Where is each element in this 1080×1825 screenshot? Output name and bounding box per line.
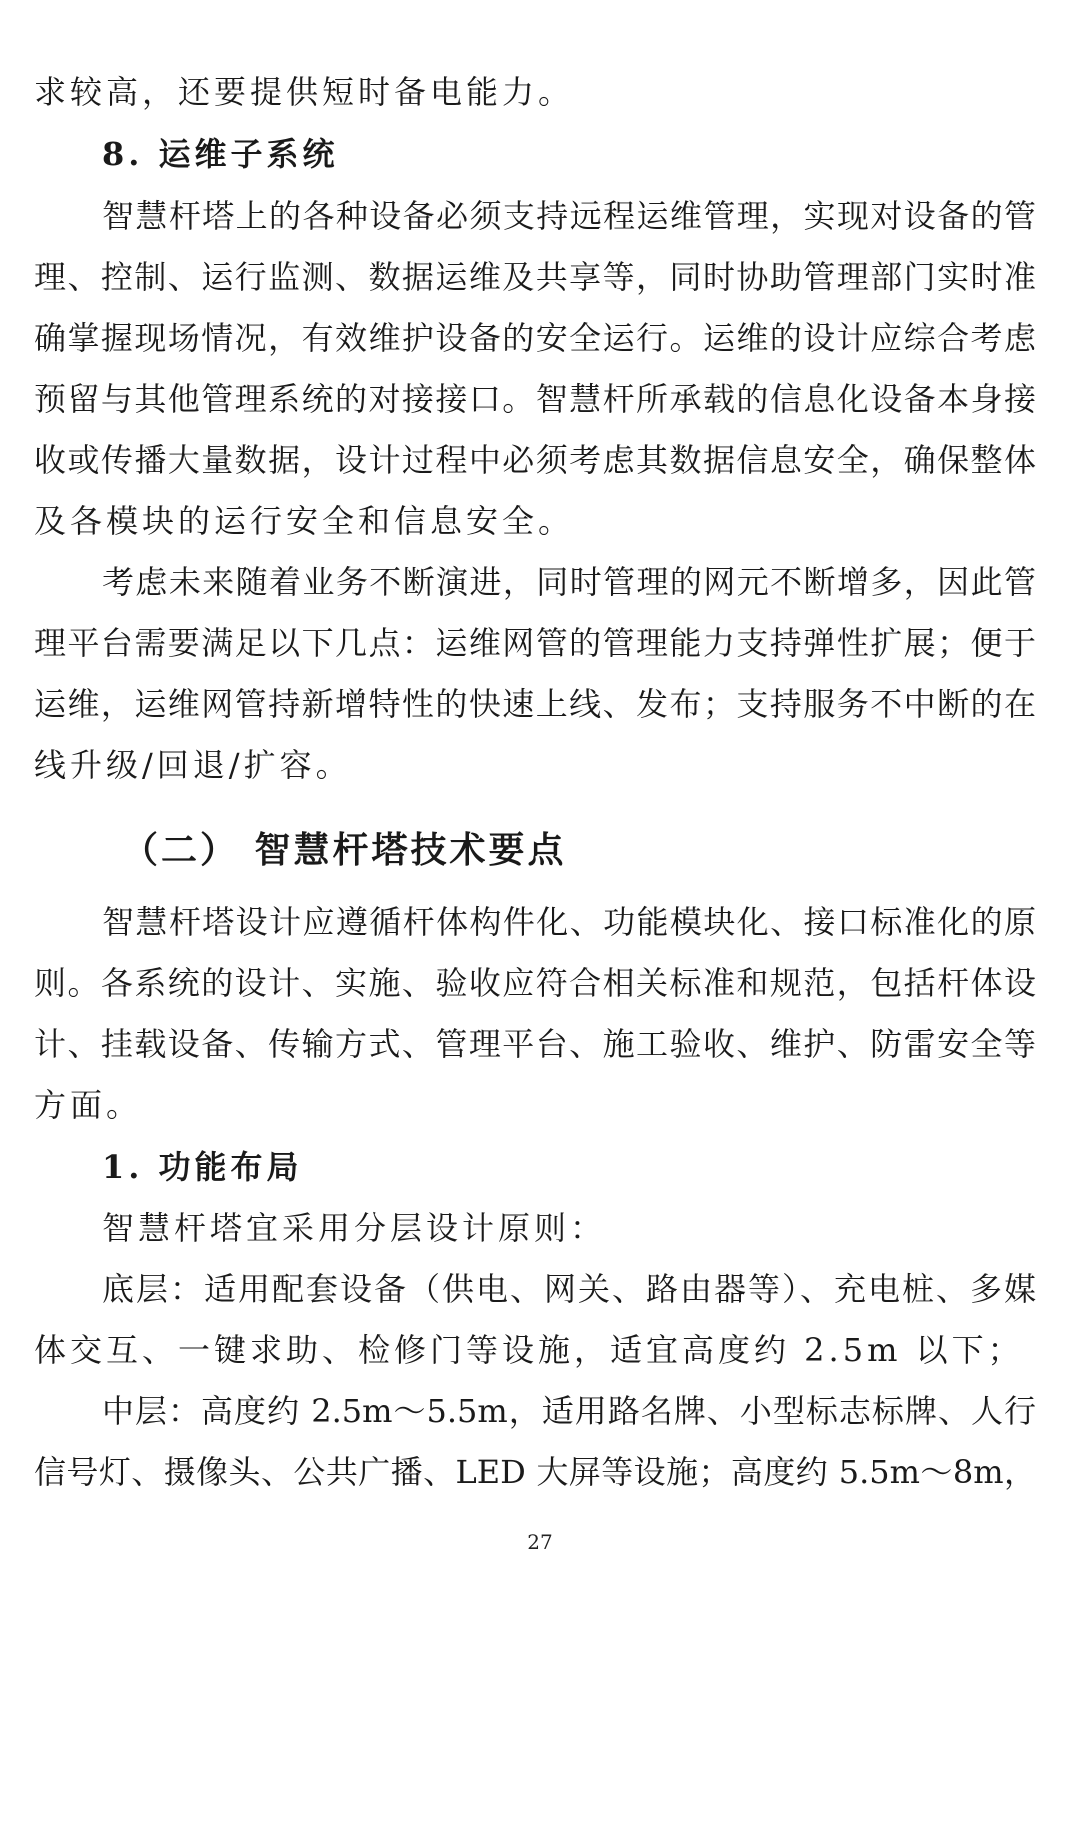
- paragraph-line: 智慧杆塔上的各种设备必须支持远程运维管理，实现对设备的管: [102, 197, 1036, 235]
- paragraph-line: 智慧杆塔宜采用分层设计原则：: [102, 1209, 607, 1247]
- paragraph-line: 则。各系统的设计、实施、验收应符合相关标准和规范，包括杆体设: [34, 964, 1036, 1002]
- paragraph-line: 理平台需要满足以下几点：运维网管的管理能力支持弹性扩展；便于: [34, 624, 1036, 662]
- subsection-heading-ops: 8. 运维子系统: [102, 135, 339, 173]
- page-number: 27: [527, 1530, 553, 1554]
- paragraph-line: 计、挂载设备、传输方式、管理平台、施工验收、维护、防雷安全等: [34, 1025, 1036, 1063]
- paragraph-line: 预留与其他管理系统的对接接口。智慧杆所承载的信息化设备本身接: [34, 380, 1036, 418]
- paragraph-line: 求较高，还要提供短时备电能力。: [34, 73, 575, 111]
- paragraph-line: 底层：适用配套设备（供电、网关、路由器等）、充电桩、多媒: [102, 1270, 1036, 1308]
- paragraph-line: 考虑未来随着业务不断演进，同时管理的网元不断增多，因此管: [102, 563, 1036, 601]
- paragraph-line: 确掌握现场情况，有效维护设备的安全运行。运维的设计应综合考虑: [34, 319, 1036, 357]
- subsection-heading-layout: 1. 功能布局: [102, 1148, 303, 1186]
- paragraph-line: 及各模块的运行安全和信息安全。: [34, 502, 575, 540]
- paragraph-line: 中层：高度约 2.5m～5.5m，适用路名牌、小型标志标牌、人行: [102, 1392, 1036, 1430]
- section-heading-tech-points: （二） 智慧杆塔技术要点: [122, 829, 567, 871]
- paragraph-line: 线升级/回退/扩容。: [34, 746, 352, 784]
- paragraph-line: 信号灯、摄像头、公共广播、LED 大屏等设施；高度约 5.5m～8m，: [34, 1453, 1036, 1491]
- paragraph-line: 方面。: [34, 1086, 143, 1124]
- paragraph-line: 智慧杆塔设计应遵循杆体构件化、功能模块化、接口标准化的原: [102, 903, 1036, 941]
- paragraph-line: 运维，运维网管持新增特性的快速上线、发布；支持服务不中断的在: [34, 685, 1036, 723]
- paragraph-line: 体交互、一键求助、检修门等设施，适宜高度约 2.5m 以下；: [34, 1331, 1024, 1369]
- paragraph-line: 理、控制、运行监测、数据运维及共享等，同时协助管理部门实时准: [34, 258, 1036, 296]
- paragraph-line: 收或传播大量数据，设计过程中必须考虑其数据信息安全，确保整体: [34, 441, 1036, 479]
